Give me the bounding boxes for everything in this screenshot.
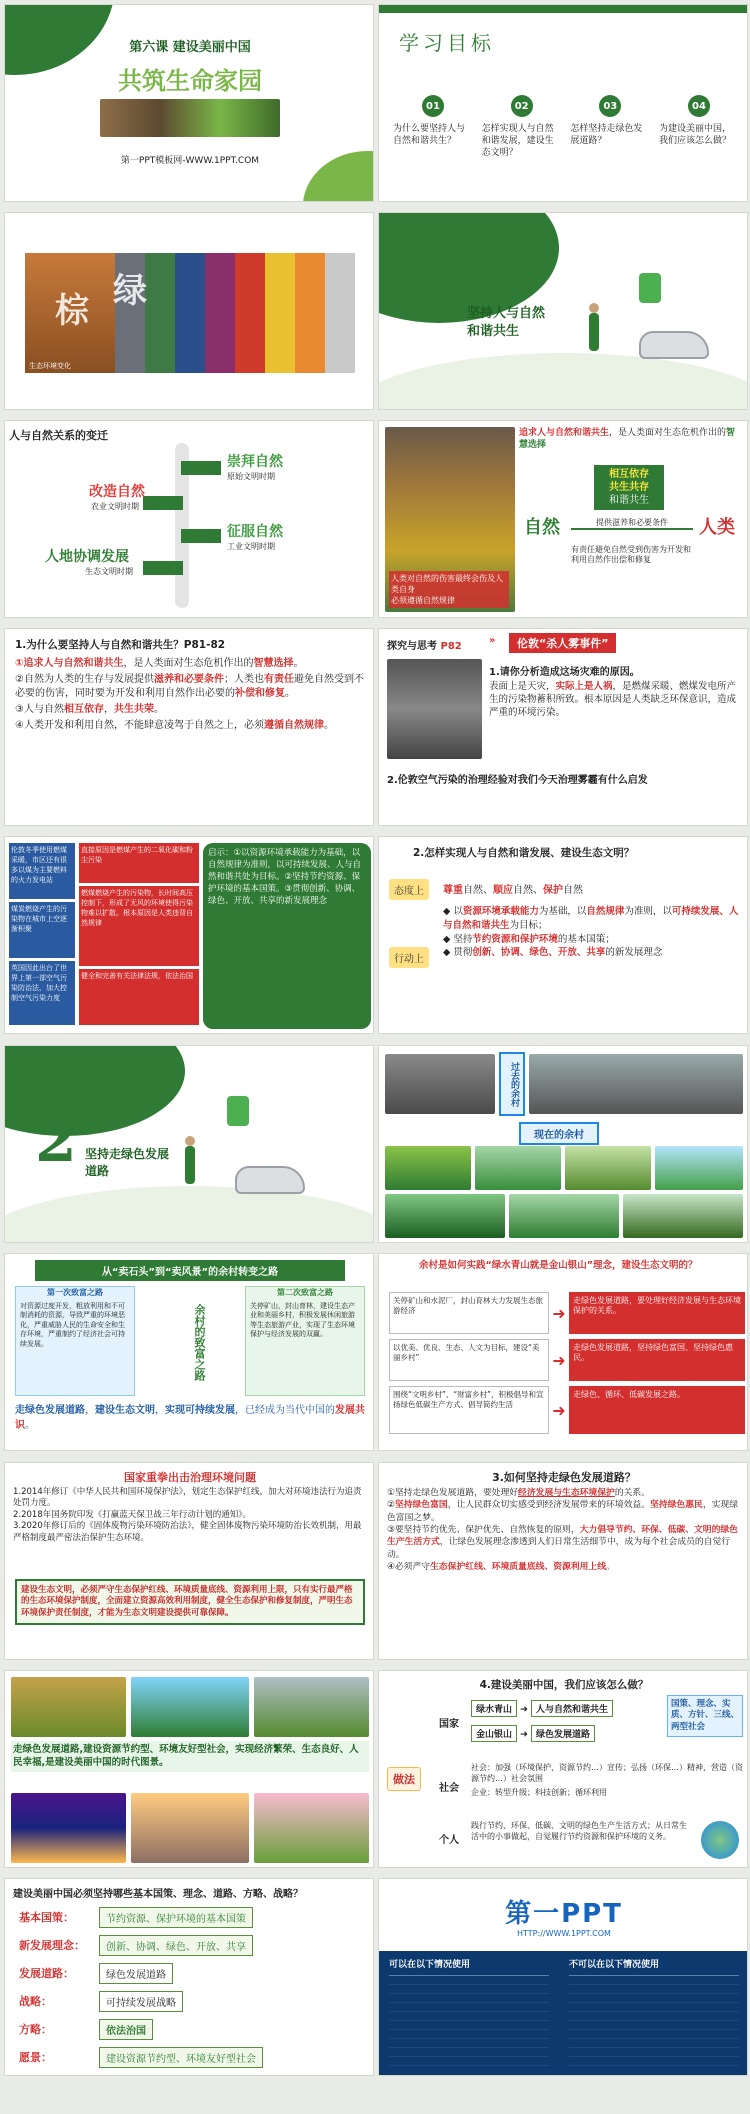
arrow-icon: ➜	[552, 1303, 566, 1323]
red-span: 共生共荣	[113, 704, 154, 715]
objectives-list	[393, 95, 739, 159]
summary-key: 基本国策：	[19, 1911, 74, 1924]
section-number: 2	[35, 1106, 77, 1176]
red-span: 创新、协调、绿色、开放、共享	[472, 947, 606, 959]
nature-label: 自然	[524, 517, 560, 538]
cause-box: 煤炭燃烧产生的污染物在城市上空逐渐积聚	[9, 902, 75, 958]
red-span: ①追求人与自然和谐共生	[15, 658, 124, 669]
policy-item: 3.2020年修订后的《固体废物污染环境防治法》，健全固体废物污染环境防治长效机制，用最严格制度最严密法治保护生态环境。	[13, 1521, 362, 1543]
text-span: 贯彻	[453, 947, 473, 959]
person-item: 践行节约、环保、低碳、文明的绿色生产生活方式；从日常生活中的小事做起，自觉履行节约资源和保护环境的义务。	[471, 1821, 687, 1841]
summary-key: 愿景：	[19, 2051, 52, 2064]
practice-conclusion: 走绿色发展道路，坚持绿色富国、坚持绿色惠民。	[569, 1339, 745, 1381]
reason-box: 健全和完善有关法律法规，依法治国	[79, 969, 199, 1025]
center-a: 相互依存	[609, 469, 649, 480]
stage-era: 原始文明时期	[227, 472, 275, 481]
arrow-icon: ➜	[552, 1400, 566, 1420]
cannot-use-title: 不可以在以下情况使用	[569, 1960, 660, 1970]
slide-yucun-road	[4, 1253, 374, 1451]
text-span: 为基础，以	[538, 906, 587, 917]
practice-conclusion: 走绿色发展道路，要处理好经济发展与生态环境保护的关系。	[569, 1292, 745, 1334]
answer-list	[387, 1487, 743, 1573]
text-span: ③要坚持节约优先、保护优先、自然恢复的原则，	[387, 1524, 580, 1535]
vision-caption: 走绿色发展道路,建设资源节约型、环境友好型社会，实现经济繁荣、生态良好、人民幸福,是建设美丽中国的时代图景。	[11, 1741, 369, 1772]
question: 余村是如何实践“绿水青山就是金山银山”理念，建设生态文明的？	[419, 1260, 698, 1271]
slide-governance	[4, 1462, 374, 1660]
landscape-photo	[131, 1677, 249, 1737]
objective-num: 04	[688, 95, 710, 117]
question: 3.如何坚持走绿色发展道路？	[492, 1471, 636, 1484]
answer-item	[387, 1561, 743, 1573]
text-span: ，已经成为当代中国的	[235, 1405, 335, 1416]
text-span: 。	[293, 658, 304, 669]
text-span: 。	[285, 688, 295, 699]
question: 2.怎样实现人与自然和谐发展、建设生态文明？	[413, 847, 635, 859]
pill: 金山银山	[471, 1725, 517, 1742]
center-label: 余村的致富之路	[193, 1303, 206, 1381]
slide-london-smog	[378, 628, 748, 826]
text-span: ②自然为人类的生存与发展提供	[15, 674, 154, 685]
now-photo	[509, 1194, 619, 1238]
action-item: ◆ 坚持节约资源和保护环境的基本国策；	[443, 933, 615, 945]
car-icon	[235, 1166, 305, 1194]
summary-key: 新发展理念：	[19, 1939, 85, 1952]
branch	[181, 529, 221, 543]
stage-name: 征服自然	[227, 524, 283, 540]
char-brown: 棕	[55, 291, 89, 331]
slide-credits	[378, 1878, 748, 2076]
summary-value: 创新、协调、绿色、开放、共享	[99, 1935, 253, 1956]
now-photo	[475, 1146, 561, 1190]
summary-row	[19, 2043, 369, 2071]
answer-item	[387, 1487, 743, 1499]
practice-fact: 关停矿山和水泥厂，封山育林大力发展生态旅游经济	[389, 1292, 549, 1334]
road1-panel	[15, 1286, 135, 1396]
country-row: 绿水青山 ➜ 人与自然和谐共生	[471, 1699, 661, 1718]
reason-box: 直接原因是燃煤产生的二氧化碳和粉尘污染	[79, 843, 199, 883]
summary-box: 建设生态文明，必须严守生态保护红线、环境质量底线、资源利用上限，只有实行最严格的生态环境保护制度，全面建立资源高效利用制度，健全生态保护和修复制度，严明生态环境保护责任制度，才能为生态文明建设提供可靠保障。	[15, 1579, 365, 1625]
summary-value: 可持续发展战略	[99, 1991, 183, 2012]
red-span: 经济发展与生态环境保护	[518, 1488, 615, 1498]
text-span: 走绿色发展道路	[15, 1405, 85, 1416]
red-span: 滋养和必要条件	[153, 674, 224, 685]
text-span: 为目标；	[509, 919, 548, 931]
slide-title: 从“卖石头”到“卖风景”的余村转变之路	[35, 1260, 345, 1281]
plug-icon	[227, 1096, 249, 1126]
red-span: 坚持绿色惠民	[650, 1500, 703, 1511]
past-photo	[529, 1054, 743, 1114]
arrow-label: 提供滋养和必要条件	[571, 517, 693, 530]
summary-value: 依法治国	[99, 2019, 153, 2040]
text-span: 自然	[563, 885, 583, 896]
slide-section1	[378, 212, 748, 410]
red-span: 有责任	[263, 674, 294, 685]
conclusion	[15, 1404, 365, 1433]
red-span: 补偿和修复	[235, 688, 285, 699]
summary-row	[19, 1959, 369, 1987]
text-span: ，	[85, 1405, 95, 1416]
question: 4.建设美丽中国，我们应该怎么做？	[479, 1679, 649, 1691]
caption-a: 人类对自然的伤害最终会伤及人类自身	[391, 574, 503, 594]
section-title: 坚持人与自然和谐共生	[467, 306, 546, 340]
action-item: ◆ 以资源环境承载能力为基础，以自然规律为准则，以可持续发展、人与自然和谐共生为目标；	[443, 906, 739, 931]
policy-item: 1.2014年修订《中华人民共和国环境保护法》，划定生态保护红线，加大对环境违法行为追责处罚力度。	[13, 1487, 362, 1509]
slide-summary	[4, 1878, 374, 2076]
slide-green-path	[378, 1462, 748, 1660]
text-span: 。	[323, 720, 334, 731]
photo-caption	[389, 571, 509, 608]
hands-plant-image	[100, 99, 280, 137]
past-label: 过去的余村	[499, 1052, 525, 1116]
stage-era: 农业文明时期	[91, 502, 139, 511]
answer-list	[15, 657, 365, 735]
policy-list	[13, 1487, 369, 1544]
answer-item	[387, 1499, 743, 1524]
question: 建设美丽中国必须坚持哪些基本国策、理念、道路、方略、战略？	[13, 1889, 303, 1900]
road1-label: 第一次致富之路	[47, 1288, 103, 1297]
top-bar	[379, 5, 748, 13]
text-span: 建设生态文明	[95, 1405, 155, 1416]
objective-text: 怎样实现人与自然和谐发展，建设生态文明？	[481, 124, 554, 159]
text-span: 。	[153, 704, 164, 715]
now-photo	[385, 1194, 505, 1238]
event-title: 伦敦“杀人雾事件”	[509, 633, 616, 653]
stage-name: 改造自然	[89, 484, 145, 500]
slide-what-to-do	[378, 1670, 748, 1868]
stage-era: 生态文明时期	[85, 567, 133, 576]
red-span: 遵循自然规律	[263, 720, 324, 731]
summary-table	[19, 1903, 369, 2071]
mid-column	[79, 843, 199, 1025]
slide-relationship	[4, 420, 374, 618]
objective-item	[659, 95, 739, 159]
text-span: ，让绿色发展理念渗透到人们日常生活细节中，成为每个社会成员的自觉行动。	[387, 1537, 731, 1560]
text-span: ，让人民群众切实感受到经济发展带来的环境效益。	[447, 1500, 651, 1511]
light-shape	[378, 353, 748, 410]
answer-1	[489, 681, 744, 719]
cause-box: 伦敦冬季使用燃煤采暖，市区还有很多以煤为主要燃料的火力发电站	[9, 843, 75, 899]
text-span: ④必须严守	[387, 1561, 431, 1572]
bottom-text: 有责任避免自然受到伤害为开发和利用自然作出偿和修复	[571, 545, 691, 565]
practice-row	[389, 1292, 745, 1334]
car-icon	[639, 331, 709, 359]
action-list	[443, 905, 743, 960]
answer-item	[15, 657, 365, 671]
plug-icon	[639, 273, 661, 303]
answer-item	[15, 703, 365, 717]
page-ref: P82	[440, 641, 462, 652]
text-span: 以	[453, 906, 463, 917]
site-url[interactable]: HTTP://WWW.1PPT.COM	[517, 1929, 611, 1938]
landscape-photo	[11, 1793, 126, 1863]
image-caption: 生态环境变化	[29, 362, 71, 370]
slide-title: 国家重拳出击治理环境问题	[124, 1471, 256, 1484]
practice-row	[389, 1386, 745, 1434]
slide-how-harmony	[378, 836, 748, 1034]
lesson-title: 第六课 建设美丽中国	[129, 40, 251, 55]
smog-photo	[387, 659, 482, 759]
society-item: 社会：加强（环境保护，资源节约…）宣传；弘扬（环保…）精神，营造（资源节约…）社会氛围	[471, 1763, 743, 1783]
red-span: 顺应	[493, 885, 513, 896]
text-span: ，是人类面对生态危机作出的	[609, 428, 727, 438]
objective-text: 为建设美丽中国，我们应该怎么做？	[658, 124, 731, 147]
summary-value: 建设资源节约型、环境友好型社会	[99, 2047, 263, 2068]
branch	[143, 496, 183, 510]
stage-name: 崇拜自然	[227, 454, 283, 470]
road1-text: 对资源过度开发，粗放利用和不可制消耗的资源，导致严重的环境恶化，严重威胁人民的生命安全和生存环境，严重制约了经济社会可持续发展。	[20, 1302, 125, 1348]
objective-text: 怎样坚持走绿色发展道路？	[570, 124, 643, 147]
practice-row	[389, 1339, 745, 1381]
text-span: 的基本国策；	[557, 933, 615, 945]
text-span: 实现可持续发展	[165, 1405, 235, 1416]
arrow-icon: ➜	[552, 1350, 566, 1370]
stage-name: 人地协调发展	[45, 549, 129, 565]
red-span: 尊重	[443, 885, 463, 896]
human-label: 人类	[699, 517, 735, 538]
summary-value: 绿色发展道路	[99, 1963, 173, 1984]
text-span: 的新发展理念	[605, 947, 663, 959]
landscape-photo	[11, 1677, 126, 1737]
summary-row	[19, 2015, 369, 2043]
branch	[143, 561, 183, 575]
text-span: ②	[387, 1500, 395, 1511]
credits-panel	[379, 1951, 748, 2076]
now-photo	[655, 1146, 743, 1190]
person-figure	[185, 1146, 195, 1184]
slide-yucun	[378, 1045, 748, 1243]
center-box	[594, 465, 664, 510]
objective-item	[570, 95, 650, 159]
text-span: ，是燃煤采暖、燃煤发电所产生的污染物蓄积所致。根本原因是人类缺乏环保意识，造成严重的环境污染。	[489, 681, 737, 718]
red-span: 智慧选择	[253, 658, 294, 669]
answer-item	[15, 673, 365, 701]
top-text	[519, 427, 744, 451]
slide-title: 人与自然关系的变迁	[9, 429, 108, 442]
red-span: 实际上是人祸	[555, 681, 613, 692]
summary-row	[19, 1931, 369, 1959]
text-span: 自然、	[463, 885, 493, 896]
pill: 绿水青山	[471, 1700, 517, 1717]
logo: 第一PPT	[505, 1899, 623, 1929]
method-label: 做法	[387, 1767, 421, 1791]
road2-label: 第二次致富之路	[277, 1288, 333, 1297]
green-span: 智慧选择	[519, 428, 736, 451]
label-text: 探究与思考	[387, 641, 437, 652]
now-photo	[623, 1194, 743, 1238]
text-span: ③人与自然	[15, 704, 64, 715]
cause-box: 英国因此出台了世界上第一部空气污染防治法，加大控制空气污染力度	[9, 961, 75, 1025]
summary-key: 战略：	[19, 1995, 52, 2008]
objectives-title: 学习目标	[399, 31, 495, 55]
text-span: 表面上是天灾，	[489, 681, 556, 692]
red-span: 相互依存	[63, 704, 104, 715]
text-span: ④人类开发和利用自然，不能肆意凌驾于自然之上，必须	[15, 720, 264, 731]
action-label: 行动上	[389, 947, 429, 968]
stage-era: 工业文明时期	[227, 542, 275, 551]
light-shape	[4, 1186, 374, 1243]
slide-objectives	[378, 4, 748, 202]
objective-item	[393, 95, 473, 159]
link-list	[389, 1975, 549, 2069]
footer-text: 第一PPT模板网-WWW.1PPT.COM	[120, 156, 260, 166]
red-span: 坚持绿色富国	[394, 1500, 448, 1511]
practice-fact: 围绕“文明乡村”、“财富乡村”，积极倡导和宣扬绿色低碳生产方式、倡导简约生活	[389, 1386, 549, 1434]
country-items	[471, 1699, 661, 1743]
slide-cover	[4, 4, 374, 202]
green-shape	[4, 1045, 185, 1136]
summary-row	[19, 1987, 369, 2015]
left-column	[9, 843, 75, 1029]
answer-item	[387, 1524, 743, 1561]
red-span: 自然规律	[586, 906, 625, 917]
road2-panel	[245, 1286, 365, 1396]
text-span: ①坚持走绿色发展道路，要处理好	[387, 1488, 519, 1498]
action-item: ◆ 贯彻创新、协调、绿色、开放、共享的新发展理念	[443, 947, 663, 959]
text-span: 自然、	[513, 885, 543, 896]
past-photo	[385, 1054, 495, 1114]
practice-conclusion: 走绿色、循环、低碳发展之路。	[569, 1386, 745, 1434]
policy-tag: 国策、理念、实质、方针、三线、两型社会	[667, 1695, 743, 1737]
red-span: 追求人与自然和谐共生	[519, 428, 610, 438]
summary-key: 发展道路：	[19, 1967, 74, 1980]
pill: 绿色发展道路	[531, 1725, 595, 1742]
objective-item	[482, 95, 562, 159]
attitude-items	[443, 881, 583, 896]
reason-box: 燃煤燃烧产生的污染物，长时间高压控制下，形成了无风的环境使得污染物难以扩散。根本原因是人类违背自然规律	[79, 886, 199, 966]
country-row: 金山银山 ➜ 绿色发展道路	[471, 1724, 661, 1743]
objective-num: 03	[599, 95, 621, 117]
person-figure	[589, 313, 599, 351]
practice-fact: 以优美、优良、生态、人文为目标，建设“美丽乡村”	[389, 1339, 549, 1381]
slide-section2	[4, 1045, 374, 1243]
red-span: 发展共识	[15, 1405, 365, 1431]
red-span: 大力倡导节约、环保、低碳、文明的绿色生产生活方式	[387, 1524, 738, 1548]
question-2: 2.伦敦空气污染的治理经验对我们今天治理雾霾有什么启发	[387, 775, 648, 786]
char-green: 绿	[113, 271, 147, 311]
center-c: 和谐共生	[609, 495, 649, 506]
answer-item	[15, 719, 365, 733]
pill: 人与自然和谐共生	[531, 1700, 613, 1717]
arrow-icon: »	[489, 635, 496, 646]
objective-num: 02	[511, 95, 533, 117]
red-span: 节约资源和保护环境	[472, 933, 558, 945]
slide-vision	[4, 1670, 374, 1868]
slide-why-harmony	[4, 628, 374, 826]
landscape-photo	[254, 1793, 369, 1863]
text-span: 避免自然受到不必要的伤害，同时要为开发和利用自然作出必要的	[15, 674, 364, 699]
slide-smog-analysis	[4, 836, 374, 1034]
person-label: 个人	[439, 1835, 459, 1846]
text-span: ；人类也	[223, 674, 264, 685]
objective-num: 01	[422, 95, 444, 117]
link-list	[569, 1975, 739, 2069]
red-span: 保护	[543, 885, 563, 896]
enlightenment-box: 启示：①以资源环境承载能力为基础，以自然规律为准则，以可持续发展、人与自然和谐共处为目标。②坚持节约资源、保护环境的基本国策。③贯彻创新、协调、绿色、开放、共享的新发展理念	[203, 843, 371, 1029]
summary-value: 节约资源、保护环境的基本国策	[99, 1907, 253, 1928]
explore-label	[387, 637, 462, 652]
text-span: 为准则，以	[624, 906, 672, 917]
question-1: 1.请你分析造成这场灾难的原因。	[489, 667, 640, 678]
society-items	[471, 1763, 743, 1798]
summary-row	[19, 1903, 369, 1931]
can-use-title: 可以在以下情况使用	[389, 1960, 471, 1970]
branch	[181, 461, 221, 475]
center-b: 共生共存	[609, 482, 649, 493]
slide-yucun-practice	[378, 1253, 748, 1451]
objective-text: 为什么要坚持人与自然和谐共生？	[393, 124, 466, 147]
red-span: 生态保护红线、环境质量底线、资源利用上线	[430, 1561, 607, 1572]
text-span: ，实现绿色富国之梦。	[387, 1500, 739, 1523]
red-span: 资源环境承载能力	[462, 906, 539, 917]
now-label: 现在的余村	[519, 1122, 599, 1145]
now-photo	[385, 1146, 471, 1190]
summary-key: 方略：	[19, 2023, 52, 2036]
slide-harmony	[378, 420, 748, 618]
landscape-photo	[254, 1677, 369, 1737]
text-span: 。	[25, 1419, 35, 1431]
country-label: 国家	[439, 1719, 459, 1730]
globe-icon	[701, 1821, 739, 1859]
text-span: 坚持	[453, 933, 473, 945]
text-span: 的关系。	[614, 1488, 651, 1498]
text-span: ，是人类面对生态危机作出的	[123, 658, 254, 669]
section-title: 坚持走绿色发展道路	[85, 1147, 170, 1178]
caption-b: 必须遵循自然规律	[391, 596, 455, 605]
policy-item: 2.2018年国务院印发《打赢蓝天保卫战三年行动计划的通知》。	[13, 1509, 251, 1520]
page-title: 共筑生命家园	[118, 67, 262, 95]
now-photo	[565, 1146, 651, 1190]
text-span: ，	[103, 704, 114, 715]
red-span: 可持续发展、人与自然和谐共生	[443, 906, 739, 931]
text-span: 。	[606, 1561, 615, 1572]
society-label: 社会	[439, 1783, 459, 1794]
text-span: ，	[155, 1405, 165, 1416]
attitude-label: 态度上	[389, 879, 429, 900]
question: 1.为什么要坚持人与自然和谐共生？P81-82	[15, 639, 226, 651]
practice-list	[389, 1292, 745, 1434]
slide-color-collage	[4, 212, 374, 410]
section-number: 1	[427, 263, 469, 333]
road2-text: 关停矿山，封山育林，建设生态产业和美丽乡村，积极发展休闲旅游等生态旅游产业，实现了生态环境保护与经济发展的双赢。	[250, 1302, 355, 1339]
landscape-photo	[131, 1793, 249, 1863]
society-item: 企业：转型升级；科技创新；循环利用	[471, 1787, 607, 1797]
